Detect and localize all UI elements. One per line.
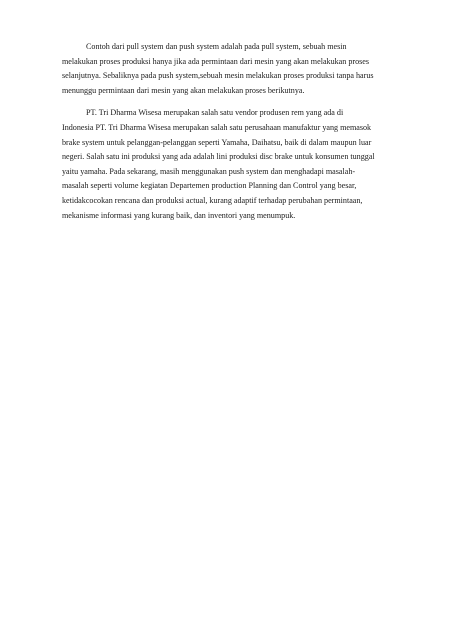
- text-line: negeri. Salah satu ini produksi yang ada adalah lini produksi disc brake untuk konsumen tunggal: [62, 152, 375, 162]
- text-line: Contoh dari pull system dan push system adalah pada pull system, sebuah mesin: [86, 42, 347, 51]
- text-line: melakukan proses produksi hanya jika ada permintaan dari mesin yang akan melakukan proses: [62, 56, 370, 66]
- text-line: menunggu permintaan dari mesin yang akan melakukan proses berikutnya.: [62, 85, 305, 95]
- text-line: Indonesia PT. Tri Dharma Wisesa merupakan salah satu perusahaan manufaktur yang memasok: [62, 122, 372, 132]
- paragraph-pull-push-system: [62, 40, 422, 98]
- text-line: ketidakcocokan rencana dan produksi actual, kurang adaptif terhadap perubahan permintaan,: [62, 195, 363, 205]
- document-body: [62, 40, 422, 223]
- text-line: mekanisme informasi yang kurang baik, dan inventori yang menumpuk.: [62, 210, 296, 220]
- text-line: masalah seperti volume kegiatan Departemen production Planning dan Control yang besar,: [62, 181, 357, 191]
- paragraph-company-profile: [62, 106, 422, 223]
- text-line: yaitu yamaha. Pada sekarang, masih menggunakan push system dan menghadapi masalah-: [62, 166, 356, 176]
- text-line: PT. Tri Dharma Wisesa merupakan salah satu vendor produsen rem yang ada di: [86, 108, 344, 118]
- text-line: brake system untuk pelanggan-pelanggan seperti Yamaha, Daihatsu, baik di dalam maupun luar: [62, 137, 372, 147]
- text-line: selanjutnya. Sebaliknya pada push system,sebuah mesin melakukan proses produksi tanpa harus: [62, 71, 374, 81]
